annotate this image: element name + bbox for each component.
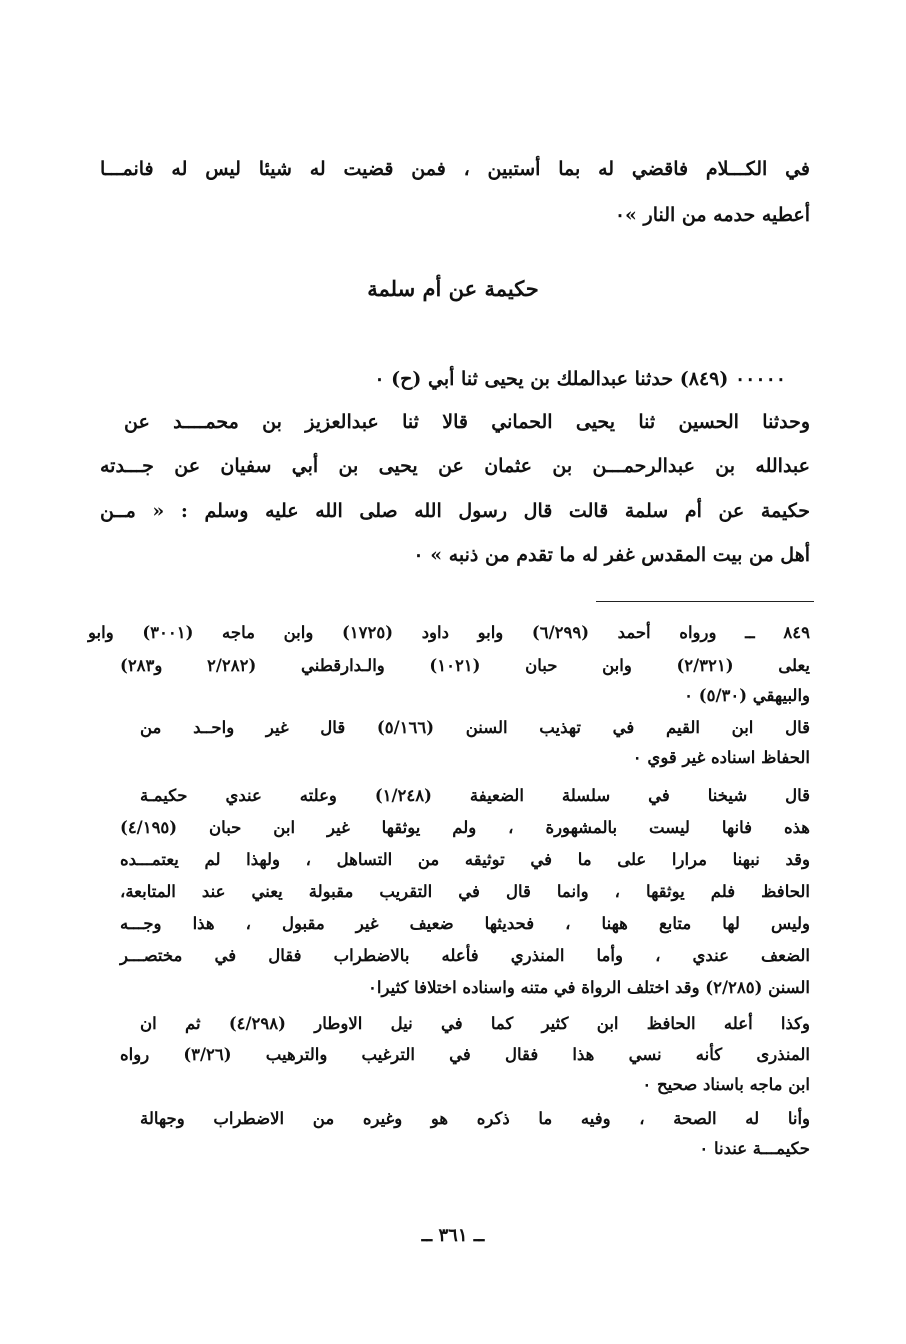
body-line-1: في الكـــلام فاقضي له بما أستبين ، فمن قضيت له شيئا ليس له فانمـــا	[100, 158, 810, 180]
footnote-line-9: الحافظ فلم يوثقها ، وانما قال في التقريب مقبولة يعني عند المتابعة،	[120, 882, 810, 901]
footnote-line-16: وأنا له الصحة ، وفيه ما ذكره هو وغيره من الاضطراب وجهالة	[140, 1109, 810, 1128]
hadith-line-1: ٠٠٠٠٠ (٨٤٩) حدثنا عبدالملك بن يحيى ثنا أبي (ح) ٠	[374, 368, 786, 390]
footnote-line-17: حكيمـــة عندنا ٠	[699, 1139, 810, 1158]
footnote-line-11: الضعف عندي ، وأما المنذري فأعله بالاضطراب فقال في مختصـــر	[120, 946, 810, 965]
hadith-line-2: وحدثنا الحسين ثنا يحيى الحماني قالا ثنا عبدالعزيز بن محمــــد عن	[124, 411, 810, 433]
footnote-separator	[596, 601, 814, 602]
footnote-line-5: الحفاظ اسناده غير قوي ٠	[632, 748, 810, 767]
footnote-line-7: هذه فانها ليست بالمشهورة ، ولم يوثقها غير ابن حبان (٤/١٩٥)	[120, 818, 810, 837]
body-line-2: أعطيه حدمه من النار »٠	[614, 204, 810, 226]
footnote-line-4: قال ابن القيم في تهذيب السنن (٥/١٦٦) قال غير واحــد من	[140, 718, 810, 737]
footnote-line-2: يعلى (٢/٣٢١) وابن حبان (١٠٢١) والـدارقطني (٢/٢٨٢ و٢٨٣)	[120, 656, 810, 675]
footnote-line-13: وكذا أعله الحافظ ابن كثير كما في نيل الاوطار (٤/٢٩٨) ثم ان	[140, 1014, 810, 1033]
footnote-line-14: المنذرى كأنه نسي هذا فقال في الترغيب والترهيب (٣/٢٦) رواه	[120, 1045, 810, 1064]
section-heading: حكيمة عن أم سلمة	[367, 276, 539, 301]
footnote-line-6: قال شيخنا في سلسلة الضعيفة (١/٢٤٨) وعلته عندي حكيمـة	[140, 786, 810, 805]
footnote-line-8: وقد نبهنا مرارا على ما في توثيقه من التساهل ، ولهذا لم يعتمـــده	[120, 850, 810, 869]
footnote-line-10: وليس لها متابع ههنا ، فحديثها ضعيف غير مقبول ، هذا وجـــه	[120, 914, 810, 933]
footnote-line-3: والبيهقي (٥/٣٠) ٠	[684, 686, 810, 705]
footnote-line-1: ٨٤٩ ــ ورواه أحمد (٦/٢٩٩) وابو داود (١٧٢٥) وابن ماجه (٣٠٠١) وابو	[88, 623, 810, 642]
hadith-line-3: عبدالله بن عبدالرحمـــن بن عثمان عن يحيى بن أبي سفيان عن جـــدته	[100, 455, 810, 477]
page-number: ــ ٣٦١ ــ	[421, 1225, 485, 1246]
hadith-line-4: حكيمة عن أم سلمة قالت قال رسول الله صلى الله عليه وسلم : « مــن	[100, 500, 810, 522]
footnote-line-15: ابن ماجه باسناد صحيح ٠	[642, 1075, 810, 1094]
footnote-line-12: السنن (٢/٢٨٥) وقد اختلف الرواة في متنه واسناده اختلافا كثيرا٠	[368, 978, 810, 997]
hadith-line-5: أهل من بيت المقدس غفر له ما تقدم من ذنبه » ٠	[413, 544, 810, 566]
